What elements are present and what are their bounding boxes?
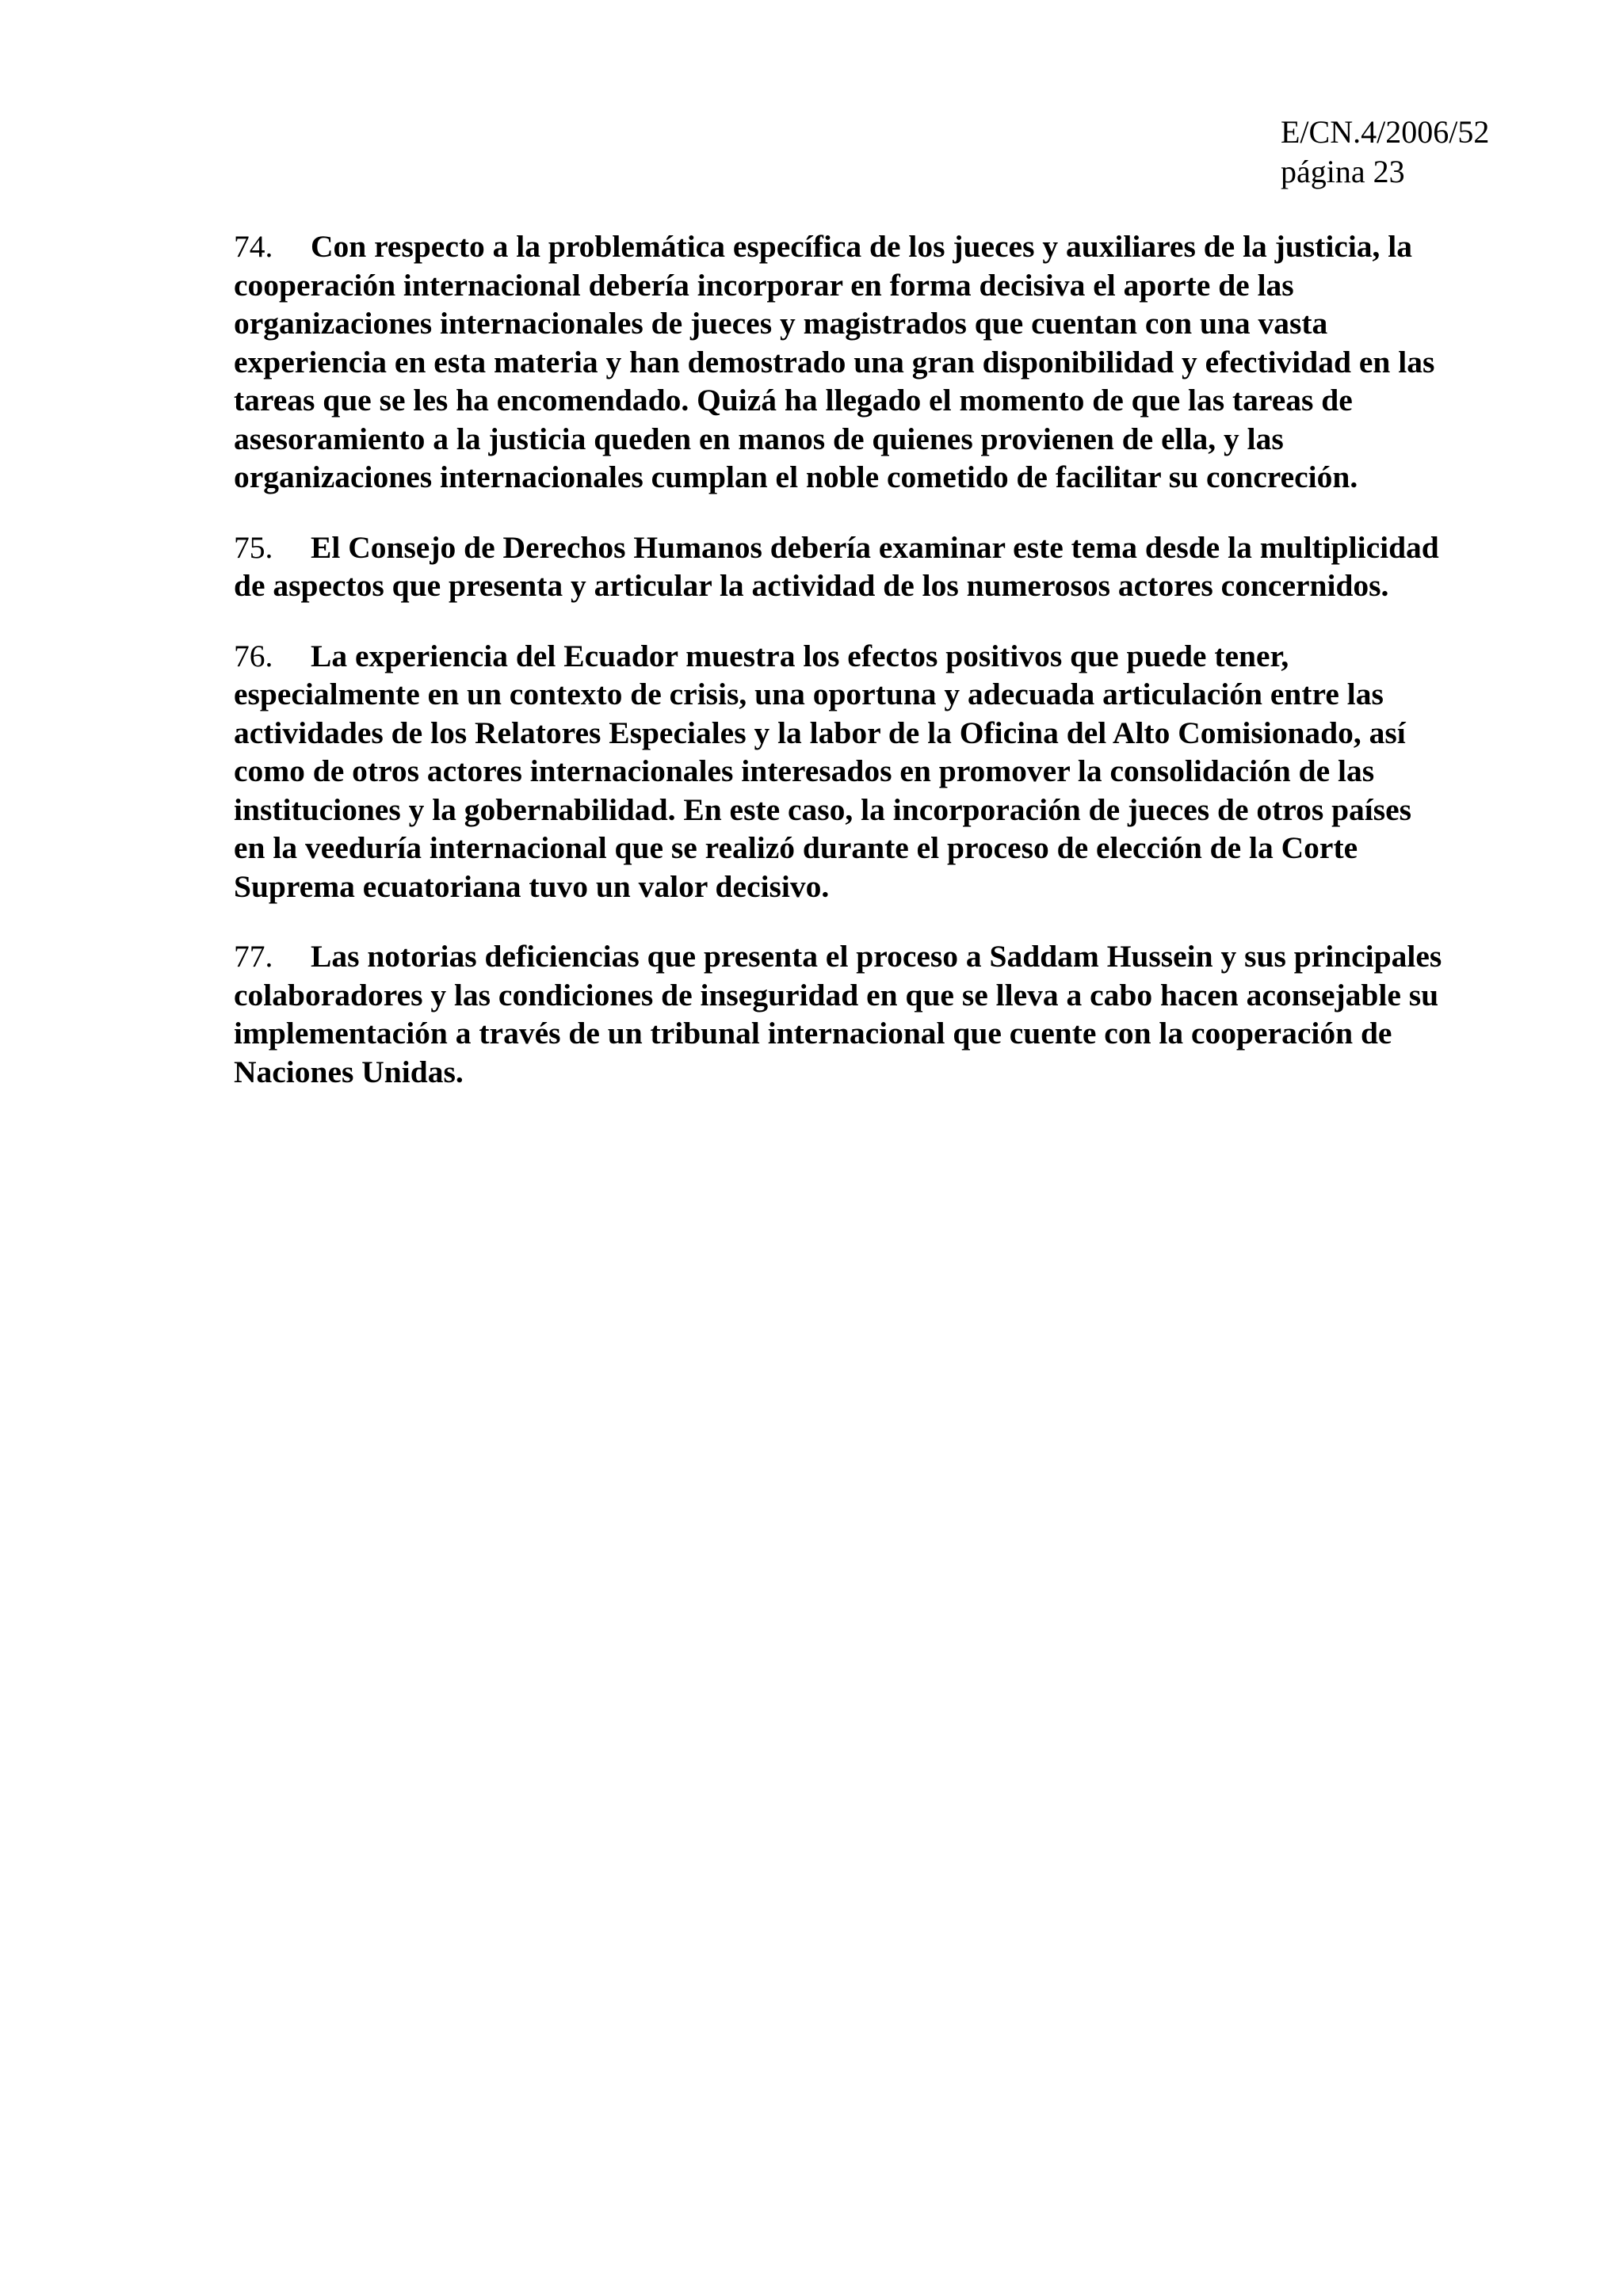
document-body	[234, 227, 1502, 1123]
paragraph-number: 75.	[234, 529, 273, 565]
page-header	[1281, 113, 1598, 192]
paragraph-number: 76.	[234, 638, 273, 673]
paragraph-line-text: El Consejo de Derechos Humanos debería examinar este tema desde la multiplicidad	[311, 529, 1439, 565]
paragraph-line: actividades de los Relatores Especiales y la labor de la Oficina del Alto Comisionado, así	[234, 715, 1406, 750]
paragraph-76	[234, 637, 1502, 906]
paragraph-line: en la veeduría internacional que se realizó durante el proceso de elección de la Corte	[234, 830, 1358, 865]
paragraph-line: cooperación internacional debería incorporar en forma decisiva el aporte de las	[234, 267, 1294, 303]
paragraph-number: 77.	[234, 939, 273, 974]
paragraph-line: colaboradores y las condiciones de inseguridad en que se lleva a cabo hacen aconsejable su	[234, 977, 1439, 1013]
paragraph-line: Naciones Unidas.	[234, 1054, 464, 1089]
paragraph-77	[234, 937, 1502, 1091]
paragraph-line: como de otros actores internacionales interesados en promover la consolidación de las	[234, 753, 1375, 788]
paragraph-line-text: La experiencia del Ecuador muestra los efectos positivos que puede tener,	[311, 638, 1289, 673]
paragraph-line: asesoramiento a la justicia queden en manos de quienes provienen de ella, y las	[234, 421, 1284, 456]
paragraph-line-text: Las notorias deficiencias que presenta el proceso a Saddam Hussein y sus principales	[311, 939, 1442, 974]
paragraph-line: organizaciones internacionales de jueces y magistrados que cuentan con una vasta	[234, 306, 1328, 341]
paragraph-line: especialmente en un contexto de crisis, una oportuna y adecuada articulación entre las	[234, 677, 1384, 711]
paragraph-line	[234, 637, 1502, 676]
paragraph-line: organizaciones internacionales cumplan el noble cometido de facilitar su concreción.	[234, 460, 1358, 494]
paragraph-line	[234, 528, 1502, 567]
page-number: página 23	[1281, 154, 1405, 189]
paragraph-line: implementación a través de un tribunal internacional que cuente con la cooperación de	[234, 1016, 1392, 1051]
paragraph-line: de aspectos que presenta y articular la actividad de los numerosos actores concernidos.	[234, 568, 1389, 603]
paragraph-line: experiencia en esta materia y han demostrado una gran disponibilidad y efectividad en las	[234, 344, 1435, 379]
paragraph-line-text: Con respecto a la problemática específica de los jueces y auxiliares de la justicia, la	[311, 229, 1413, 264]
paragraph-74	[234, 227, 1502, 497]
paragraph-number: 74.	[234, 229, 273, 264]
document-symbol: E/CN.4/2006/52	[1281, 114, 1490, 150]
paragraph-75	[234, 528, 1502, 605]
paragraph-line: instituciones y la gobernabilidad. En este caso, la incorporación de jueces de otros países	[234, 791, 1412, 827]
paragraph-line	[234, 227, 1502, 266]
paragraph-line: tareas que se les ha encomendado. Quizá ha llegado el momento de que las tareas de	[234, 383, 1353, 418]
paragraph-line: Suprema ecuatoriana tuvo un valor decisivo.	[234, 868, 830, 904]
paragraph-line	[234, 937, 1502, 976]
